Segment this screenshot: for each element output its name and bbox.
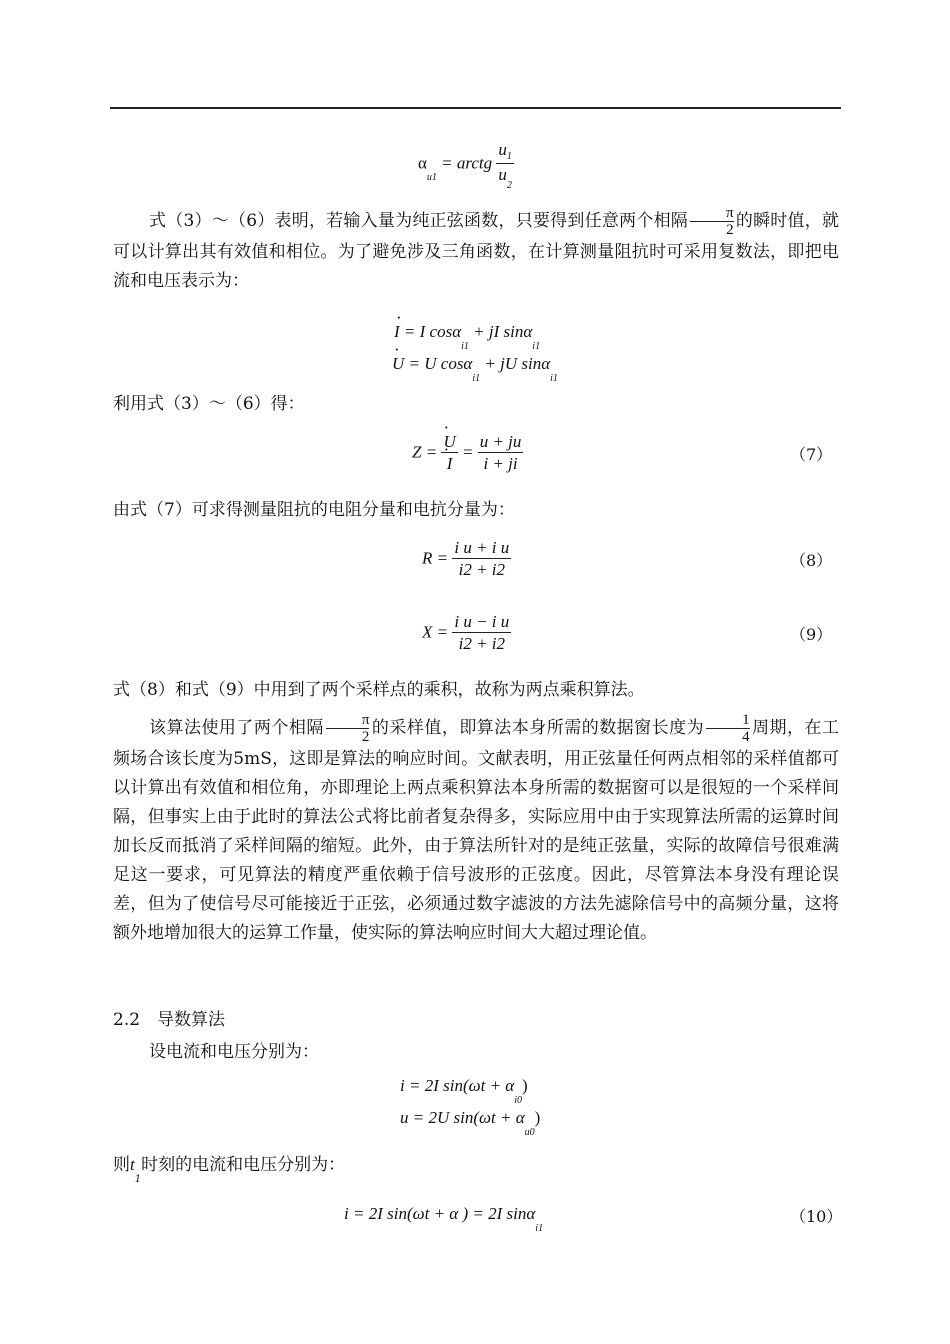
fraction-pi-over-2: $\frac{\pi}{2}$: [690, 205, 734, 238]
equation-number-10: （10）: [790, 1207, 843, 1226]
paragraph-7: 则$t_1$时刻的电流和电压分别为：: [113, 1155, 346, 1185]
equation-i: i = 2I $\sin(\omega t + \alpha_{i0})$: [400, 1076, 528, 1106]
section-heading: 2.2 导数算法: [113, 1010, 226, 1030]
equation-alpha: $\alpha_{u1}$ = arctg $\frac{u_1}{u_2}$: [418, 140, 512, 191]
equation-7: Z = · U · I = $\frac{u + ju}{i + ji}$: [412, 432, 523, 475]
paragraph-3: 由式（7）可求得测量阻抗的电阻分量和电抗分量为：: [113, 500, 515, 520]
equation-u: u = 2U $\sin(\omega t + \alpha_{u0})$: [400, 1108, 541, 1138]
equation-8: R = $\frac{\text{i u + i u}}{i2 + i2}$: [422, 538, 510, 579]
equation-number-7: （7）: [790, 445, 833, 464]
equation-number-9: （9）: [790, 625, 833, 644]
fraction-pi-over-2: $\frac{\pi}{2}$: [326, 712, 370, 745]
equation-10: i = 2I sin(ωt + α ) = 2I sinα$_{i1}$: [344, 1204, 544, 1234]
equation-9: X = $\frac{\text{i u − i u}}{i2 + i2}$: [422, 612, 510, 653]
equation-I: · I = I cosα$_{i1}$ + jI sinα$_{i1}$: [394, 322, 540, 342]
paragraph-4: 式（8）和式（9）中用到了两个采样点的乘积，故称为两点乘积算法。: [113, 680, 645, 700]
equation-U: · U = U cosα$_{i1}$ + jU sinα$_{i1}$: [392, 354, 558, 374]
paragraph-5: 该算法使用了两个相隔 $\frac{\pi}{2}$ 的采样值，即算法本身所需的数据窗长度为 $\frac{1}{4}$ 周期，在工频场合该长度为5mS，这即是算法的响应时间。文献表明，用正弦量任何两点相邻的采样值都可以计算出有效值和相位角，亦即理论上两点乘积算法本身所需的数据窗可以是很短的一个采样间隔，但事实上由于此时的算法公式将比前者复杂得多，实际应用中由于实现算法所需的运算时间加长反而抵消了采样间隔的缩短。此外，由于算法所针对的是纯正弦量，实际的故障信号很难满足这一要求，可见算法的精度严重依赖于信号波形的正弦度。因此，尽管算法本身没有理论误差，但为了使信号尽可能接近于正弦，必须通过数字滤波的方法先滤除信号中的高频分量，这将额外地增加很大的运算工作量，使实际的算法响应时间大大超过理论值。: [113, 712, 840, 943]
paragraph-2: 利用式（3）～（6）得：: [113, 394, 305, 414]
fraction-one-quarter: $\frac{1}{4}$: [706, 712, 750, 745]
paragraph-6: 设电流和电压分别为：: [149, 1042, 319, 1062]
equation-number-8: （8）: [790, 551, 833, 570]
paragraph-1: 式（3）～（6）表明，若输入量为纯正弦函数，只要得到任意两个相隔 $\frac{\pi}{2}$ 的瞬时值，就可以计算出其有效值和相位。为了避免涉及三角函数，在计算测量阻抗时可采用复数法，即把电流和电压表示为：: [113, 205, 839, 291]
header-rule: [110, 107, 841, 109]
